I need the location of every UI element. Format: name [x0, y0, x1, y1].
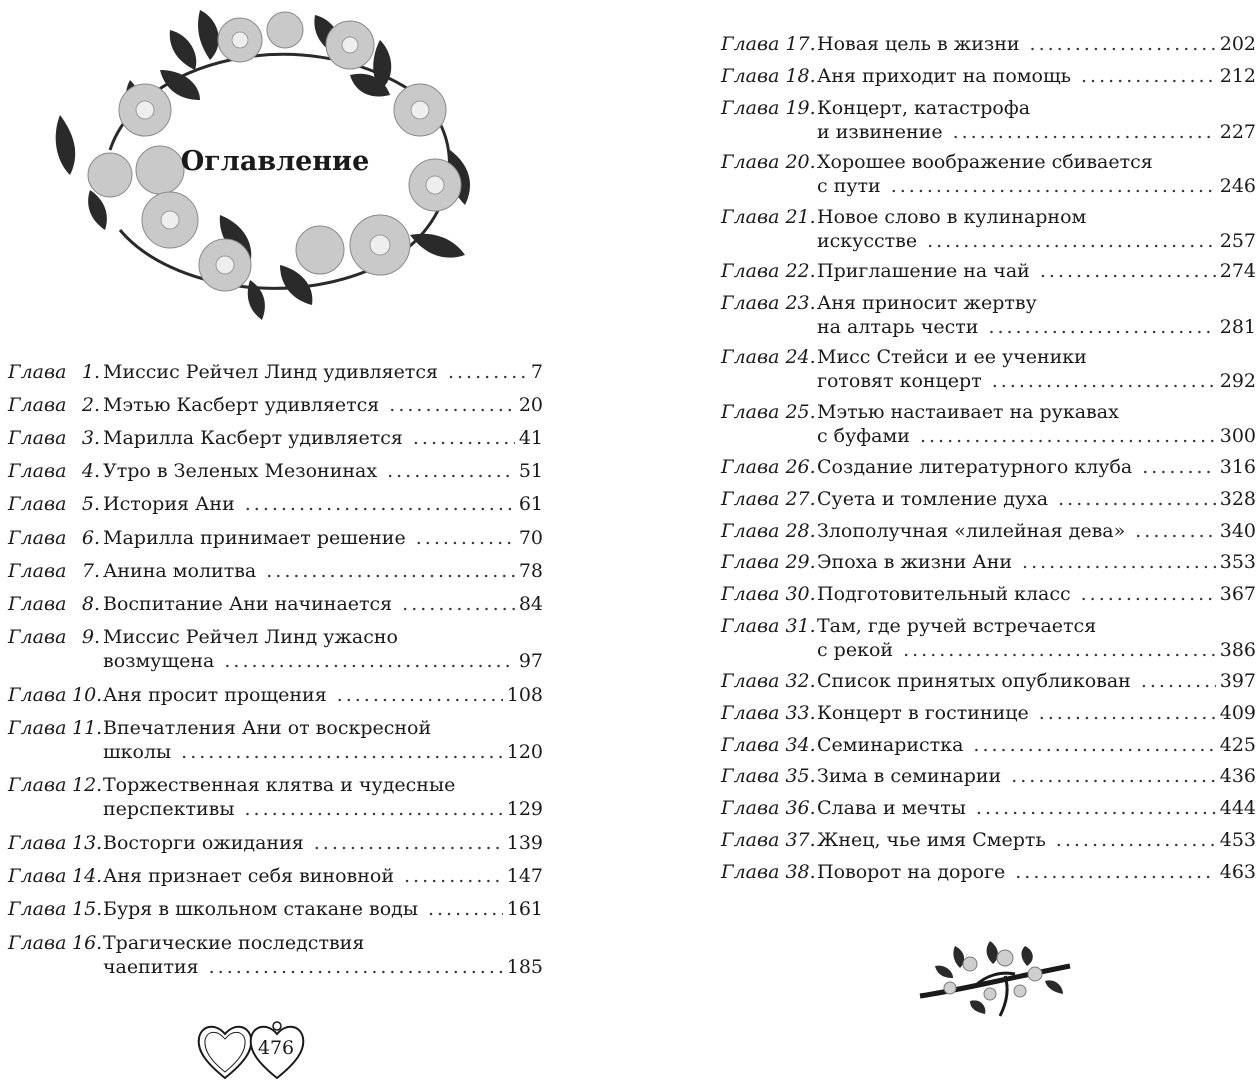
toc-entry: [721, 259, 1256, 283]
chapter-page-number: 202: [1219, 33, 1256, 55]
dot-leader: [927, 229, 1216, 253]
chapter-label: Глава 30.: [721, 583, 816, 605]
dot-leader: [266, 559, 515, 583]
dot-leader: [245, 492, 515, 516]
chapter-page-number: 78: [518, 560, 543, 582]
dot-leader: [953, 120, 1216, 144]
chapter-page-number: 300: [1219, 425, 1256, 447]
chapter-title: возмущена: [103, 650, 215, 672]
chapter-page-number: 274: [1219, 260, 1256, 282]
chapter-page-number: 185: [506, 956, 543, 978]
chapter-page-number: 227: [1219, 121, 1256, 143]
toc-entry: [721, 796, 1256, 820]
chapter-title: Марилла принимает решение: [103, 527, 406, 549]
chapter-label: Глава 29.: [721, 551, 816, 573]
chapter-title: Марилла Касберт удивляется: [103, 427, 403, 449]
chapter-label: Глава 16.: [8, 932, 103, 954]
toc-entry: [721, 64, 1256, 88]
chapter-page-number: 436: [1219, 765, 1256, 787]
chapter-page-number: 51: [518, 460, 543, 482]
chapter-page-number: 386: [1219, 639, 1256, 661]
chapter-page-number: 425: [1219, 734, 1256, 756]
chapter-title: Зима в семинарии: [817, 765, 1002, 787]
chapter-page-number: 129: [506, 798, 543, 820]
dot-leader: [428, 897, 503, 921]
dot-leader: [903, 638, 1216, 662]
chapter-label: Глава 26.: [721, 456, 816, 478]
chapter-title: Суета и томление духа: [817, 488, 1049, 510]
dot-leader: [988, 315, 1215, 339]
chapter-label: Глава 28.: [721, 520, 816, 542]
chapter-label: Глава 25.: [721, 401, 816, 423]
dot-leader: [1135, 519, 1216, 543]
chapter-page-number: 316: [1219, 456, 1256, 478]
toc-entry: [721, 455, 1256, 479]
chapter-page-number: 161: [506, 898, 543, 920]
chapter-page-number: 246: [1219, 175, 1256, 197]
dot-leader: [992, 369, 1216, 393]
chapter-page-number: 61: [518, 493, 543, 515]
chapter-page-number: 70: [518, 527, 543, 549]
chapter-page-number: 409: [1219, 702, 1256, 724]
chapter-label: Глава 14.: [8, 865, 103, 887]
dot-leader: [337, 683, 503, 707]
chapter-label: Глава 1.: [8, 361, 100, 383]
dot-leader: [416, 526, 515, 550]
dot-leader: [1039, 701, 1216, 725]
dot-leader: [1040, 259, 1216, 283]
chapter-label: Глава 11.: [8, 717, 103, 739]
chapter-label: Глава 34.: [721, 734, 816, 756]
toc-entry: [721, 400, 1256, 448]
chapter-title: Восторги ожидания: [103, 832, 304, 854]
toc-entry: [8, 683, 543, 707]
dot-leader: [314, 831, 503, 855]
chapter-label: Глава 20.: [721, 151, 816, 173]
chapter-title: Эпоха в жизни Ани: [817, 551, 1013, 573]
chapter-label: Глава 5.: [8, 493, 100, 515]
toc-entry: [721, 733, 1256, 757]
dot-leader: [448, 360, 527, 384]
chapter-title: Мэтью Касберт удивляется: [103, 394, 380, 416]
chapter-title: История Ани: [103, 493, 235, 515]
toc-entry: [8, 526, 543, 550]
chapter-title: Новое слово в кулинарном: [817, 206, 1087, 228]
chapter-page-number: 97: [518, 650, 543, 672]
chapter-title: Злополучная «лилейная дева»: [817, 520, 1126, 542]
toc-entry: [721, 96, 1256, 144]
chapter-title: Семинаристка: [817, 734, 964, 756]
toc-entry: [8, 625, 543, 673]
toc-entry: [721, 291, 1256, 339]
chapter-page-number: 281: [1219, 316, 1256, 338]
toc-entry: [8, 426, 543, 450]
chapter-label: Глава 19.: [721, 97, 816, 119]
chapter-label: Глава 15.: [8, 898, 103, 920]
chapter-page-number: 292: [1219, 370, 1256, 392]
dot-leader: [1011, 764, 1216, 788]
dot-leader: [920, 424, 1216, 448]
toc-entry: [8, 393, 543, 417]
dot-leader: [1081, 582, 1216, 606]
chapter-page-number: 41: [518, 427, 543, 449]
dot-leader: [1142, 455, 1215, 479]
toc-entry: [8, 931, 543, 979]
chapter-title: Впечатления Ани от воскресной: [103, 717, 432, 739]
chapter-label: Глава 22.: [721, 260, 816, 282]
chapter-title: Хорошее воображение сбивается: [817, 151, 1153, 173]
chapter-label: Глава 35.: [721, 765, 816, 787]
chapter-label: Глава 3.: [8, 427, 100, 449]
chapter-page-number: 353: [1219, 551, 1256, 573]
flower-branch-illustration: [915, 936, 1075, 1021]
chapter-title: Концерт в гостинице: [817, 702, 1029, 724]
toc-entry: [721, 487, 1256, 511]
dot-leader: [976, 796, 1216, 820]
chapter-title: и извинение: [817, 121, 943, 143]
chapter-title: Воспитание Ани начинается: [103, 593, 393, 615]
page-title: Оглавление: [180, 146, 370, 177]
chapter-title: Торжественная клятва и чудесные: [103, 774, 456, 796]
toc-entry: [8, 831, 543, 855]
page-number: 476: [257, 1037, 295, 1059]
chapter-label: Глава 17.: [721, 33, 816, 55]
toc-entry: [721, 550, 1256, 574]
toc-entry: [8, 492, 543, 516]
dot-leader: [1015, 860, 1215, 884]
chapter-title: Анина молитва: [103, 560, 257, 582]
dot-leader: [891, 174, 1216, 198]
chapter-label: Глава 21.: [721, 206, 816, 228]
dot-leader: [1030, 32, 1216, 56]
dot-leader: [404, 864, 503, 888]
chapter-title: Поворот на дороге: [817, 861, 1006, 883]
dot-leader: [1056, 828, 1216, 852]
chapter-label: Глава 12.: [8, 774, 103, 796]
dot-leader: [1022, 550, 1216, 574]
toc-entry: [721, 205, 1256, 253]
toc-entry: [8, 864, 543, 888]
chapter-page-number: 212: [1219, 65, 1256, 87]
chapter-title: с рекой: [817, 639, 894, 661]
toc-entry: [721, 582, 1256, 606]
chapter-title: Аня приносит жертву: [817, 292, 1037, 314]
chapter-title: Список принятых опубликован: [817, 670, 1131, 692]
chapter-title: Буря в школьном стакане воды: [103, 898, 418, 920]
chapter-label: Глава 36.: [721, 797, 816, 819]
chapter-title: Концерт, катастрофа: [817, 97, 1031, 119]
chapter-page-number: 367: [1219, 583, 1256, 605]
chapter-title: Жнец, чье имя Смерть: [817, 829, 1046, 851]
chapter-page-number: 453: [1219, 829, 1256, 851]
chapter-title: Новая цель в жизни: [817, 33, 1020, 55]
dot-leader: [402, 592, 515, 616]
chapter-title: Аня признает себя виновной: [103, 865, 394, 887]
dot-leader: [209, 955, 503, 979]
chapter-title: Трагические последствия: [103, 932, 365, 954]
dot-leader: [181, 740, 503, 764]
chapter-label: Глава 37.: [721, 829, 816, 851]
toc-entry: [8, 592, 543, 616]
chapter-page-number: 120: [506, 741, 543, 763]
chapter-label: Глава 13.: [8, 832, 103, 854]
chapter-title: Мисс Стейси и ее ученики: [817, 346, 1087, 368]
chapter-title: Подготовительный класс: [817, 583, 1071, 605]
chapter-label: Глава 8.: [8, 593, 100, 615]
chapter-page-number: 397: [1219, 670, 1256, 692]
chapter-label: Глава 4.: [8, 460, 100, 482]
chapter-title: перспективы: [103, 798, 235, 820]
toc-entry: [8, 459, 543, 483]
chapter-label: Глава 32.: [721, 670, 816, 692]
chapter-label: Глава 33.: [721, 702, 816, 724]
chapter-label: Глава 38.: [721, 861, 816, 883]
chapter-title: Миссис Рейчел Линд удивляется: [103, 361, 438, 383]
chapter-title: Создание литературного клуба: [817, 456, 1133, 478]
dot-leader: [1081, 64, 1216, 88]
chapter-page-number: 147: [506, 865, 543, 887]
toc-entry: [721, 614, 1256, 662]
chapter-title: Слава и мечты: [817, 797, 966, 819]
chapter-title: чаепития: [103, 956, 199, 978]
chapter-title: с пути: [817, 175, 881, 197]
toc-entry: [721, 860, 1256, 884]
toc-entry: [8, 897, 543, 921]
chapter-title: искусстве: [817, 230, 918, 252]
toc-entry: [721, 828, 1256, 852]
toc-entry: [721, 669, 1256, 693]
chapter-title: Утро в Зеленых Мезонинах: [103, 460, 378, 482]
chapter-title: Приглашение на чай: [817, 260, 1030, 282]
dot-leader: [973, 733, 1215, 757]
chapter-label: Глава 23.: [721, 292, 816, 314]
toc-entry: [8, 716, 543, 764]
dot-leader: [389, 393, 515, 417]
chapter-label: Глава 7.: [8, 560, 100, 582]
chapter-title: готовят концерт: [817, 370, 982, 392]
chapter-label: Глава 24.: [721, 346, 816, 368]
toc-entry: [721, 150, 1256, 198]
chapter-page-number: 84: [518, 593, 543, 615]
chapter-page-number: 20: [518, 394, 543, 416]
dot-leader: [1141, 669, 1216, 693]
chapter-label: Глава 6.: [8, 527, 100, 549]
chapter-page-number: 108: [506, 684, 543, 706]
chapter-label: Глава 2.: [8, 394, 100, 416]
chapter-label: Глава 27.: [721, 488, 816, 510]
chapter-page-number: 340: [1219, 520, 1256, 542]
toc-entry: [721, 519, 1256, 543]
toc-entry: [8, 773, 543, 821]
chapter-label: Глава 10.: [8, 684, 103, 706]
toc-entry: [721, 764, 1256, 788]
chapter-title: с буфами: [817, 425, 910, 447]
chapter-label: Глава 9.: [8, 626, 100, 648]
chapter-page-number: 328: [1219, 488, 1256, 510]
chapter-title: Аня приходит на помощь: [817, 65, 1071, 87]
dot-leader: [245, 797, 503, 821]
toc-entry: [8, 559, 543, 583]
chapter-page-number: 7: [530, 361, 543, 383]
dot-leader: [387, 459, 515, 483]
chapter-title: школы: [103, 741, 172, 763]
chapter-label: Глава 18.: [721, 65, 816, 87]
chapter-title: Мэтью настаивает на рукавах: [817, 401, 1119, 423]
dot-leader: [413, 426, 515, 450]
toc-entry: [721, 32, 1256, 56]
chapter-page-number: 139: [506, 832, 543, 854]
dot-leader: [1058, 487, 1216, 511]
toc-entry: [8, 360, 543, 384]
chapter-label: Глава 31.: [721, 615, 816, 637]
chapter-page-number: 444: [1219, 797, 1256, 819]
chapter-page-number: 463: [1219, 861, 1256, 883]
chapter-title: Там, где ручей встречается: [817, 615, 1097, 637]
chapter-title: Аня просит прощения: [103, 684, 327, 706]
chapter-page-number: 257: [1219, 230, 1256, 252]
toc-entry: [721, 701, 1256, 725]
chapter-title: Миссис Рейчел Линд ужасно: [103, 626, 399, 648]
chapter-title: на алтарь чести: [817, 316, 979, 338]
dot-leader: [224, 649, 514, 673]
toc-entry: [721, 345, 1256, 393]
